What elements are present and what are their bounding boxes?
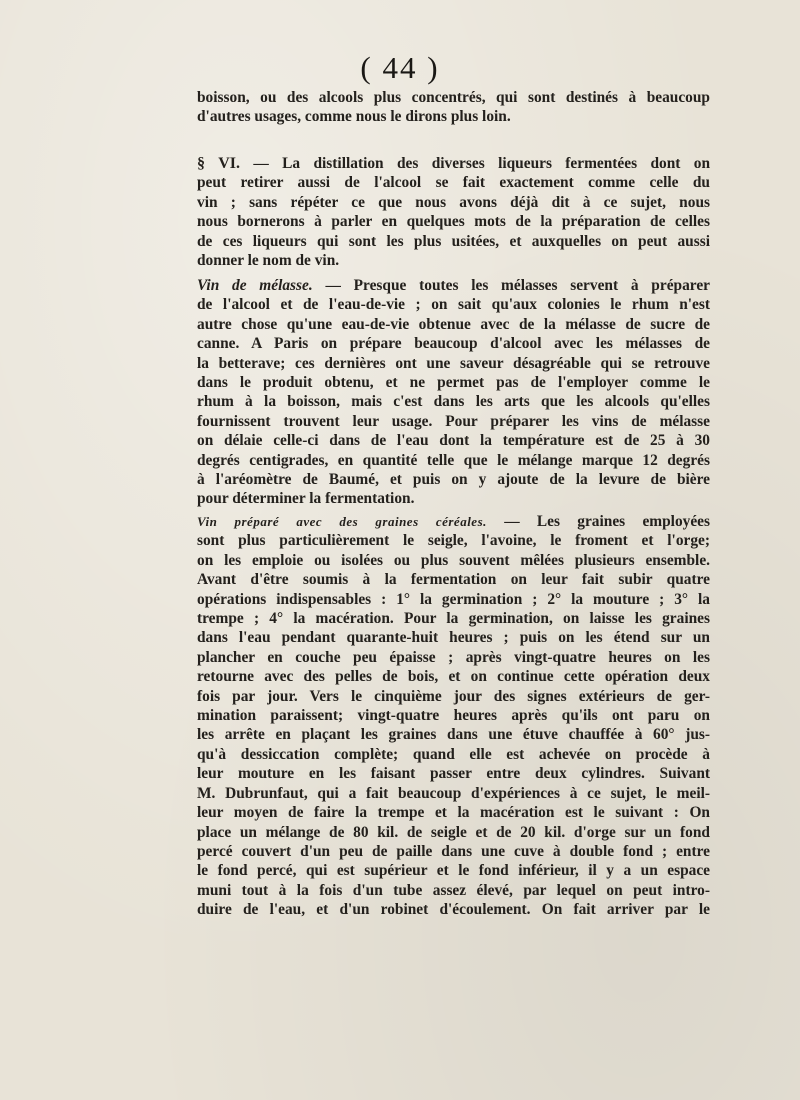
vin-melasse-paragraph <box>197 276 710 509</box>
text-line: d'autres usages, comme nous le dirons plus loin. <box>197 108 511 126</box>
paragraph-heading: Vin préparé avec des graines céréales. <box>197 514 487 529</box>
section-heading: § VI. <box>197 155 241 172</box>
text-line: leur mouture en les faisant passer entre deux cylindres. Suivant <box>197 765 710 783</box>
text-line: fois par jour. Vers le cinquième jour des signes extérieurs de ger- <box>197 687 710 705</box>
text-line: boisson, ou des alcools plus concentrés, qui sont destinés à beaucoup <box>197 89 710 106</box>
text-line-fragment: — Les graines employées <box>504 513 710 530</box>
text-line <box>197 154 710 173</box>
text-line: la betterave; ces dernières ont une saveur désagréable qui se retrouve <box>197 354 710 372</box>
paragraph-heading: Vin de mélasse. <box>197 277 313 294</box>
intro-paragraph <box>197 88 710 127</box>
text-line: le fond percé, qui est supérieur et le fond inférieur, il y a un espace <box>197 862 710 880</box>
text-line: qu'à dessiccation complète; quand elle est achevée on procède à <box>197 745 710 763</box>
section-vi-paragraph <box>197 154 710 270</box>
vin-graines-paragraph <box>197 512 710 920</box>
text-line: muni tout à la fois d'un tube assez élevé, par lequel on peut intro- <box>197 881 710 899</box>
text-line <box>197 512 710 531</box>
text-line: nous bornerons à parler en quelques mots de la préparation de celles <box>197 213 710 231</box>
text-line: vin ; sans répéter ce que nous avons déjà dit à ce sujet, nous <box>197 193 710 211</box>
text-line: fournissent trouvent leur usage. Pour préparer les vins de mélasse <box>197 412 710 430</box>
text-line: dans le produit obtenu, et ne permet pas de l'employer comme le <box>197 374 710 392</box>
text-line: les arrête en plaçant les graines dans une étuve chauffée à 60° jus- <box>197 726 710 744</box>
text-line: mination paraissent; vingt-quatre heures après qu'ils ont paru on <box>197 707 710 725</box>
text-line: rhum à la boisson, mais c'est dans les arts que les alcools qu'elles <box>197 393 710 411</box>
text-line: Avant d'être soumis à la fermentation on leur fait subir quatre <box>197 571 710 589</box>
text-line: place un mélange de 80 kil. de seigle et de 20 kil. d'orge sur un fond <box>197 823 710 841</box>
text-line: on délaie celle-ci dans de l'eau dont la température est de 25 à 30 <box>197 432 710 450</box>
text-line-fragment: — La distillation des diverses liqueurs fermentées dont on <box>253 155 711 172</box>
text-line: opérations indispensables : 1° la germination ; 2° la mouture ; 3° la <box>197 590 710 608</box>
text-line: leur moyen de faire la trempe et la macération est le suivant : On <box>197 804 710 822</box>
text-line: dans l'eau pendant quarante-huit heures ; puis on les étend sur un <box>197 629 710 647</box>
text-line: percé couvert d'un peu de paille dans une cuve à double fond ; entre <box>197 842 710 860</box>
text-line: degrés centigrades, en quantité telle que le mélange marque 12 degrés <box>197 451 710 469</box>
text-line: canne. A Paris on prépare beaucoup d'alcool avec les mélasses de <box>197 335 710 353</box>
text-line: duire de l'eau, et d'un robinet d'écoulement. On fait arriver par le <box>197 901 710 919</box>
text-line: autre chose qu'une eau-de-vie obtenue avec de la mélasse de sucre de <box>197 315 710 333</box>
text-line: on les emploie ou isolées ou plus souvent mêlées plusieurs ensemble. <box>197 551 710 569</box>
text-line <box>197 276 710 295</box>
page-number: ( 44 ) <box>360 50 440 85</box>
text-line: plancher en couche peu épaisse ; après vingt-quatre heures on les <box>197 648 710 666</box>
text-line: sont plus particulièrement le seigle, l'avoine, le froment et l'orge; <box>197 532 710 550</box>
text-line: de l'alcool et de l'eau-de-vie ; on sait qu'aux colonies le rhum n'est <box>197 296 710 314</box>
text-line: retourne avec des pelles de bois, et on continue cette opération deux <box>197 668 710 686</box>
text-line: M. Dubrunfaut, qui a fait beaucoup d'expériences à ce sujet, le meil- <box>197 784 710 802</box>
text-line: peut retirer aussi de l'alcool se fait exactement comme celle du <box>197 174 710 192</box>
text-line-fragment: — Presque toutes les mélasses servent à préparer <box>325 277 710 294</box>
text-line: à l'aréomètre de Baumé, et puis on y ajoute de la levure de bière <box>197 471 710 489</box>
text-line: pour déterminer la fermentation. <box>197 490 415 508</box>
text-line: de ces liqueurs qui sont les plus usitées, et auxquelles on peut aussi <box>197 232 710 250</box>
text-line: donner le nom de vin. <box>197 252 340 270</box>
text-line: trempe ; 4° la macération. Pour la germination, on laisse les graines <box>197 610 710 628</box>
